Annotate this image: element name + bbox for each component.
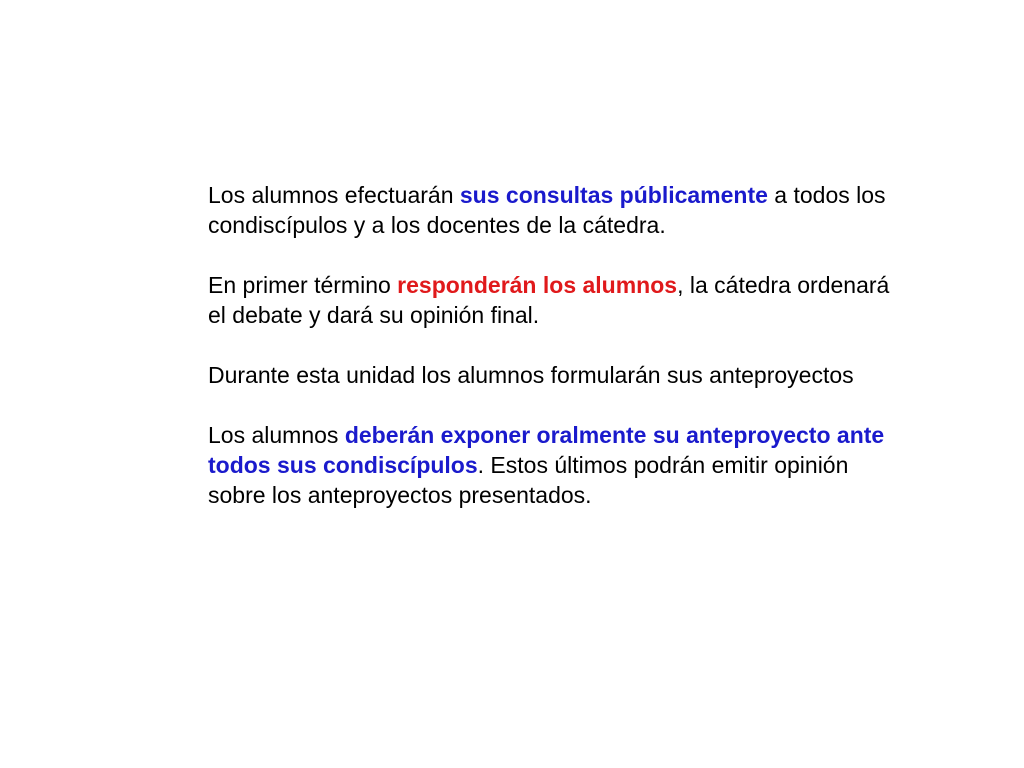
highlight-consultas: sus consultas públicamente xyxy=(459,182,768,208)
paragraph-respuestas-post: , la cátedra ordenará el debate y dará su opinión final. xyxy=(208,272,890,328)
paragraph-respuestas-pre: En primer término xyxy=(208,272,398,298)
paragraph-respuestas xyxy=(208,270,908,330)
paragraph-anteproyectos-text: Durante esta unidad los alumnos formularán sus anteproyectos xyxy=(208,362,854,388)
slide-body xyxy=(208,180,908,540)
paragraph-exposicion-post: . Estos últimos podrán emitir opinión sobre los anteproyectos presentados. xyxy=(208,452,849,508)
paragraph-exposicion-pre: Los alumnos xyxy=(208,422,345,448)
highlight-exposicion: deberán exponer oralmente su anteproyecto ante todos sus condiscípulos xyxy=(208,422,885,478)
paragraph-consultas xyxy=(208,180,908,240)
paragraph-consultas-pre: Los alumnos efectuarán xyxy=(208,182,460,208)
paragraph-consultas-post: a todos los condiscípulos y a los docentes de la cátedra. xyxy=(208,182,886,238)
paragraph-anteproyectos xyxy=(208,360,908,390)
highlight-respuestas: responderán los alumnos xyxy=(397,272,678,298)
paragraph-exposicion xyxy=(208,420,908,510)
